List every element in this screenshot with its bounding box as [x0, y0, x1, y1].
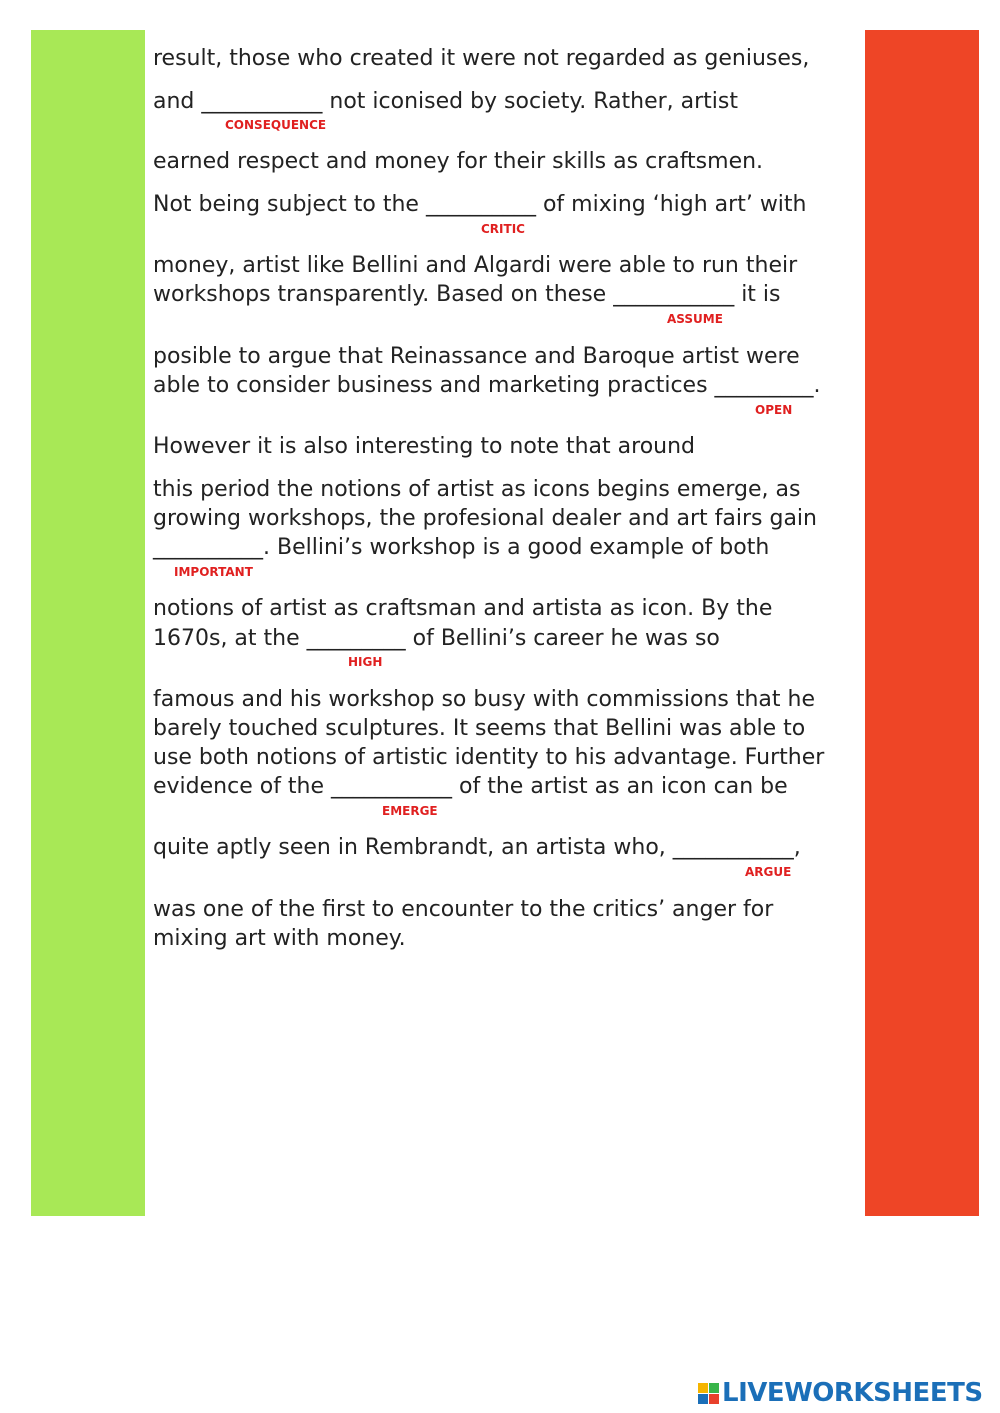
word-hint: ARGUE — [745, 865, 792, 879]
text-line: earned respect and money for their skills as craftsmen. — [153, 149, 764, 174]
logo-wordmark: LIVEWORKSHEETS — [722, 1378, 983, 1408]
logo-square — [698, 1383, 708, 1393]
text-line: able to consider business and marketing practices _________. — [153, 373, 821, 398]
word-hint: OPEN — [755, 403, 793, 417]
text-line: this period the notions of artist as icons begins emerge, as — [153, 477, 801, 502]
text-line: growing workshops, the profesional dealer and art fairs gain — [153, 506, 817, 531]
text-line: Not being subject to the __________ of mixing ‘high art’ with — [153, 192, 807, 217]
word-hint: CONSEQUENCE — [225, 118, 327, 132]
text-line: 1670s, at the _________ of Bellini’s career he was so — [153, 626, 720, 651]
text-line: money, artist like Bellini and Algardi were able to run their — [153, 253, 798, 278]
word-hint: EMERGE — [382, 804, 438, 818]
text-line: However it is also interesting to note that around — [153, 434, 696, 459]
left-color-bar — [31, 30, 145, 1216]
text-line: result, those who created it were not regarded as geniuses, — [153, 46, 810, 71]
right-color-bar — [865, 30, 979, 1216]
text-line: evidence of the ___________ of the artist as an icon can be — [153, 774, 788, 799]
text-line: mixing art with money. — [153, 926, 406, 951]
logo-square — [698, 1394, 708, 1404]
text-line: __________. Bellini’s workshop is a good example of both — [153, 535, 770, 560]
text-line: was one of the first to encounter to the critics’ anger for — [153, 897, 774, 922]
text-line: barely touched sculptures. It seems that Bellini was able to — [153, 716, 806, 741]
text-line: posible to argue that Reinassance and Baroque artist were — [153, 344, 800, 369]
text-line: famous and his workshop so busy with commissions that he — [153, 687, 816, 712]
word-hint: HIGH — [348, 655, 383, 669]
logo-square — [709, 1383, 719, 1393]
word-hint: IMPORTANT — [174, 565, 253, 579]
text-line: use both notions of artistic identity to his advantage. Further — [153, 745, 825, 770]
logo-square — [709, 1394, 719, 1404]
text-line: quite aptly seen in Rembrandt, an artista who, ___________, — [153, 835, 801, 860]
text-line: and ___________ not iconised by society. Rather, artist — [153, 89, 738, 114]
text-line: notions of artist as craftsman and artista as icon. By the — [153, 596, 773, 621]
text-line: workshops transparently. Based on these ___________ it is — [153, 282, 781, 307]
word-hint: ASSUME — [667, 312, 723, 326]
word-hint: CRITIC — [481, 222, 525, 236]
logo-mark-icon — [698, 1383, 719, 1404]
liveworksheets-logo — [698, 1377, 983, 1409]
